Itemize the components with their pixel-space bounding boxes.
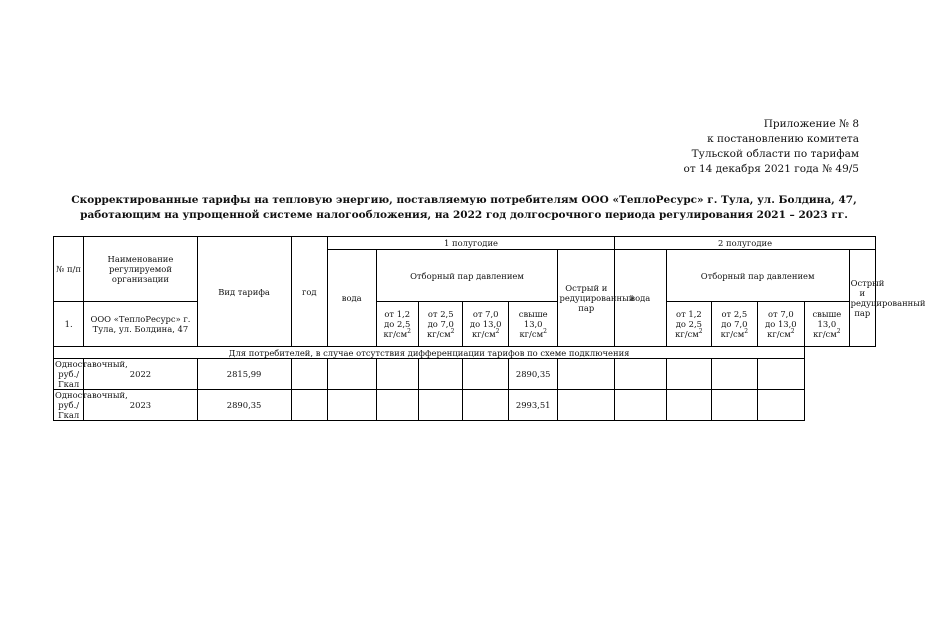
- pressure-1-h1: от 1,2 до 2,5 $кг/см^2$: [376, 302, 418, 347]
- tariff-type-cell: Одноставочный, руб./Гкал: [55, 390, 128, 420]
- header-sharp-steam-h2: Острый и редуцированный пар: [849, 250, 875, 347]
- empty-cell: [463, 390, 508, 421]
- empty-cell: [757, 390, 805, 421]
- annex-committee: Тульской области по тарифам: [691, 148, 859, 160]
- pressure-2-h2: от 2,5 до 7,0 $кг/см^2$: [712, 302, 757, 347]
- empty-cell: [291, 390, 327, 421]
- empty-cell: [666, 390, 711, 421]
- header-half-1: 1 полугодие: [327, 237, 614, 250]
- annex-reference: [684, 117, 859, 177]
- row-num: 1.: [54, 302, 84, 347]
- header-year: год: [291, 237, 327, 347]
- header-org: Наименование регулируемой организации: [84, 237, 197, 302]
- org-name: ООО «ТеплоРесурс» г. Тула, ул. Болдина, 47: [84, 302, 197, 347]
- empty-cell: [418, 359, 462, 390]
- water-h2-cell: 2993,51: [508, 390, 558, 421]
- empty-cell: [712, 359, 757, 390]
- pressure-2-h1: от 2,5 до 7,0 $кг/см^2$: [418, 302, 462, 347]
- annex-number: Приложение № 8: [763, 118, 859, 130]
- water-h1-cell: 2890,35: [197, 390, 291, 421]
- header-water-h1: вода: [327, 250, 376, 347]
- annex-resolution: к постановлению комитета: [707, 133, 859, 145]
- annex-date: от 14 декабря 2021 года № 49/5: [683, 163, 859, 175]
- pressure-3-h2: от 7,0 до 13,0 $кг/см^2$: [757, 302, 805, 347]
- empty-cell: [558, 390, 615, 421]
- empty-cell: [666, 359, 711, 390]
- empty-cell: [376, 359, 418, 390]
- year-cell: 2022: [84, 359, 197, 390]
- empty-cell: [376, 390, 418, 421]
- tariff-table: [53, 236, 926, 421]
- tariff-type-cell: Одноставочный, руб./Гкал: [55, 359, 128, 389]
- pressure-3-h1: от 7,0 до 13,0 $кг/см^2$: [463, 302, 508, 347]
- water-h2-cell: 2890,35: [508, 359, 558, 390]
- empty-cell: [327, 390, 376, 421]
- empty-cell: [418, 390, 462, 421]
- empty-cell: [291, 359, 327, 390]
- header-sharp-steam-h1: Острый и редуцированный пар: [558, 250, 615, 347]
- title-line-1: Скорректированные тарифы на тепловую энергию, поставляемую потребителям ООО «ТеплоРесурс» г. Тула, ул. Болдина, 47,: [71, 194, 857, 206]
- year-cell: 2023: [84, 390, 197, 421]
- document-title: [52, 193, 876, 223]
- header-num: № п/п: [54, 237, 84, 302]
- empty-cell: [615, 359, 667, 390]
- table-row: [54, 390, 876, 421]
- empty-cell: [615, 390, 667, 421]
- empty-cell: [757, 359, 805, 390]
- header-tariff-type: Вид тарифа: [197, 237, 291, 347]
- pressure-4-h2: свыше 13,0 $кг/см^2$: [805, 302, 849, 347]
- empty-cell: [463, 359, 508, 390]
- table-row: [54, 359, 876, 390]
- header-steam-h1: Отборный пар давлением: [376, 250, 558, 302]
- empty-cell: [558, 359, 615, 390]
- header-steam-h2: Отборный пар давлением: [666, 250, 849, 302]
- subheader-consumers: Для потребителей, в случае отсутствия дифференциации тарифов по схеме подключения: [54, 347, 805, 359]
- title-line-2: работающим на упрощенной системе налогообложения, на 2022 год долгосрочного периода регулирования 2021 – 2023 гг.: [80, 209, 848, 221]
- pressure-1-h2: от 1,2 до 2,5 $кг/см^2$: [666, 302, 711, 347]
- pressure-4-h1: свыше 13,0 $кг/см^2$: [508, 302, 558, 347]
- empty-cell: [712, 390, 757, 421]
- header-water-h2: вода: [615, 250, 667, 347]
- water-h1-cell: 2815,99: [197, 359, 291, 390]
- header-half-2: 2 полугодие: [615, 237, 876, 250]
- empty-cell: [327, 359, 376, 390]
